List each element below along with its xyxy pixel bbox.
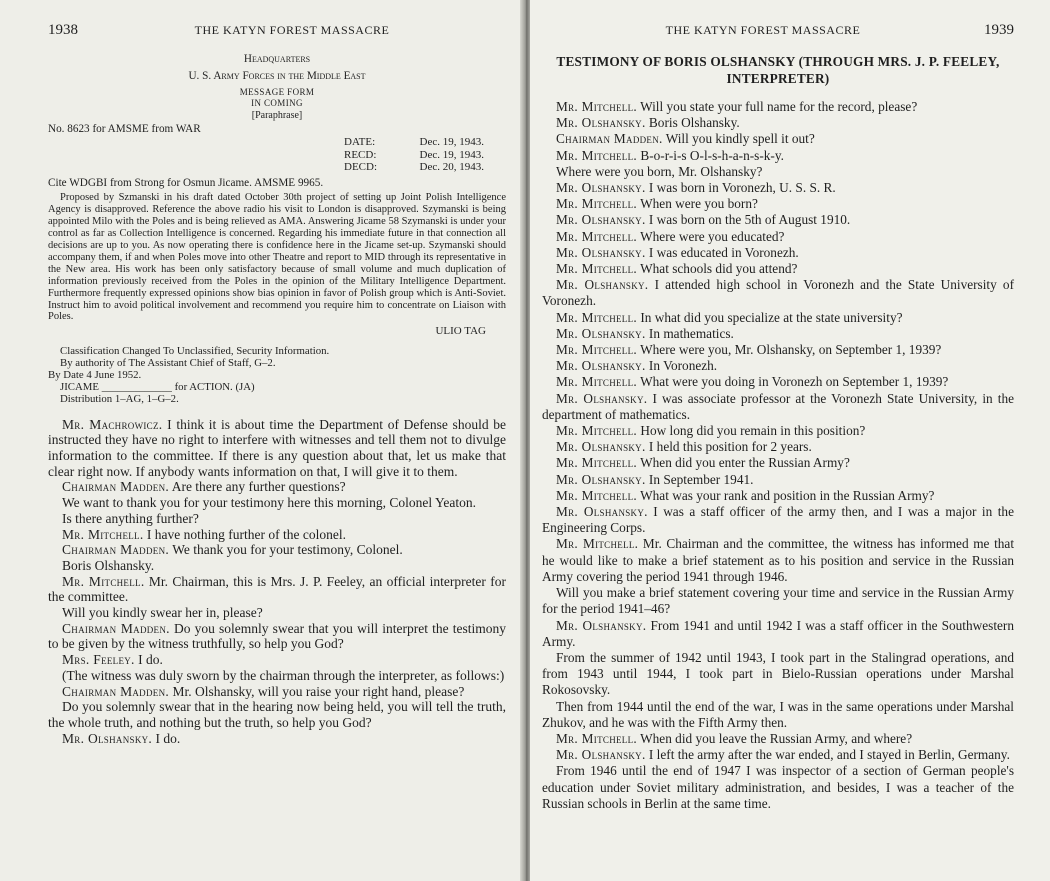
- message-body: Proposed by Szmanski in his draft dated October 30th project of setting up Joint Polish Intelligence Agency is disapproved. Reference the above radio his visit to London is disapproved. Szymanski is being appointed Milo with the Poles and is being relieved as AMA. Answering Jicame 58 Szymanski is under your control as far as Collection Intelligence is concerned. Regarding his immediate future in that connection all decisions are up to you. As now operating there is confidence here in the Jicame set-up. Szymanski should accompany them, if and when Poles move into other Theatre and report to MID through its representative in the New area. His work has been only satisfactory because of small volume and much duplication of information previously received from the Poles in the opinion of the Military Intelligence Department. Furthermore frequently expressed opinions show bias opinion in favor of Polish group which is Anti-Soviet. Instruct him to avoid political involvement and recommend you require him to concentrate on Liaison with Poles.: [48, 192, 506, 323]
- classification-line: Classification Changed To Unclassified, Security Information.: [60, 344, 330, 357]
- testimony-paragraph: Is there anything further?: [62, 510, 199, 526]
- running-head-right: [542, 22, 1014, 39]
- message-form: [48, 53, 506, 405]
- testimony-paragraph: Mr. Olshansky. I left the army after the war ended, and I stayed in Berlin, Germany.: [556, 747, 1010, 763]
- testimony-paragraph: Do you solemnly swear that in the hearing now being held, you will tell the truth, the whole truth, and nothing but the truth, so help you God?: [48, 699, 506, 730]
- message-command: U. S. Army Forces in the Middle East: [188, 70, 366, 83]
- testimony-paragraph: Mr. Mitchell. Will you state your full name for the record, please?: [556, 99, 918, 114]
- testimony-paragraph: Chairman Madden. We thank you for your testimony, Colonel.: [62, 542, 403, 558]
- testimony-paragraph: Mr. Mitchell. When did you enter the Russian Army?: [556, 455, 850, 471]
- message-tag: ULIO TAG: [435, 325, 486, 338]
- testimony-paragraph: Mr. Mitchell. What were you doing in Voronezh on September 1, 1939?: [556, 374, 949, 390]
- testimony-paragraph: Mr. Olshansky. Boris Olshansky.: [556, 115, 740, 131]
- testimony-paragraph: Mr. Olshansky. I do.: [62, 730, 181, 746]
- testimony-paragraph: Mr. Mitchell. What schools did you attend?: [556, 261, 798, 277]
- testimony-paragraph: Mr. Mitchell. When did you leave the Russian Army, and where?: [556, 730, 913, 746]
- running-head-left: [48, 22, 506, 39]
- message-form-title: MESSAGE FORM: [239, 87, 315, 98]
- classification-line: By authority of The Assistant Chief of Staff, G–2.: [60, 356, 276, 369]
- testimony-paragraph: Mr. Olshansky. In Voronezh.: [556, 358, 718, 374]
- classification-block: [48, 344, 506, 405]
- testimony-heading: TESTIMONY OF BORIS OLSHANSKY (THROUGH MRS. J. P. FEELEY, INTERPRETER): [556, 54, 1000, 86]
- testimony-paragraph: Mr. Olshansky. In mathematics.: [556, 325, 734, 341]
- testimony-paragraph: Boris Olshansky.: [62, 557, 155, 573]
- message-cite: Cite WDGBI from Strong for Osmun Jicame. AMSME 9965.: [48, 177, 324, 190]
- testimony-paragraph: Mr. Olshansky. I was born in Voronezh, U. S. S. R.: [556, 180, 836, 196]
- testimony-paragraph: Mr. Olshansky. I attended high school in Voronezh and the State University of Voronezh.: [542, 277, 1014, 309]
- left-page: [0, 0, 524, 881]
- testimony-paragraph: From the summer of 1942 until 1943, I took part in the Stalingrad operations, and from 1943 until 1944, I took part in Bielo-Russian operations under Marshal Rokosovsky.: [542, 649, 1014, 698]
- testimony-paragraph: Where were you born, Mr. Olshansky?: [556, 163, 763, 179]
- classification-line: By Date 4 June 1952.: [48, 368, 142, 381]
- testimony-paragraph: Mr. Mitchell. How long did you remain in this position?: [556, 423, 866, 439]
- classification-line: Distribution 1–AG, 1–G–2.: [60, 392, 179, 405]
- testimony-paragraph: Mr. Mitchell. When were you born?: [556, 196, 758, 212]
- testimony-paragraph: Mr. Olshansky. I was educated in Voronezh.: [556, 244, 799, 260]
- testimony-right: [542, 99, 1014, 812]
- testimony-paragraph: Mrs. Feeley. I do.: [62, 652, 163, 668]
- testimony-paragraph: Mr. Mitchell. In what did you specialize at the state university?: [556, 309, 903, 325]
- testimony-paragraph: Mr. Olshansky. From 1941 and until 1942 I was a staff officer in the Southwestern Army.: [542, 617, 1015, 649]
- message-paraphrase: [Paraphrase]: [251, 110, 303, 122]
- testimony-paragraph: Will you make a brief statement covering your time and service in the Russian Army for the period 1941–46?: [542, 585, 1014, 617]
- message-headquarters: Headquarters: [243, 53, 311, 65]
- testimony-paragraph: Chairman Madden. Are there any further questions?: [62, 479, 346, 495]
- testimony-left: [48, 417, 506, 747]
- testimony-paragraph: Mr. Olshansky. In September 1941.: [556, 471, 754, 487]
- testimony-paragraph: Mr. Mitchell. I have nothing further of the colonel.: [62, 526, 346, 542]
- testimony-paragraph: Chairman Madden. Will you kindly spell it out?: [556, 131, 815, 147]
- testimony-paragraph: From 1946 until the end of 1947 I was inspector of a section of German people's education under Soviet military administration, and besides, I was a teacher of the Russian schools in Berlin at the same time.: [542, 763, 1014, 811]
- message-form-subtitle: IN COMING: [251, 98, 303, 109]
- testimony-paragraph: Mr. Machrowicz. I think it is about time the Department of Defense should be instructed they have no right to interfere with witnesses and tell them not to divulge information to the committee. If there is any question about that, let us make that clear right now. If anybody wants information on that, I will give it to them.: [48, 416, 507, 479]
- testimony-paragraph: Mr. Mitchell. Mr. Chairman and the committee, the witness has informed me that he would like to make a brief statement as to his position and service in the Russian Army covering the period 1941 through 1946.: [542, 536, 1015, 584]
- page-number: 1938: [48, 22, 78, 38]
- testimony-paragraph: Mr. Mitchell. Mr. Chairman, this is Mrs. J. P. Feeley, an official interpreter for the committee.: [48, 573, 506, 605]
- testimony-paragraph: We want to thank you for your testimony here this morning, Colonel Yeaton.: [62, 495, 476, 511]
- testimony-paragraph: Mr. Olshansky. I held this position for 2 years.: [556, 439, 812, 455]
- message-number: No. 8623 for AMSME from WAR: [48, 122, 201, 135]
- testimony-paragraph: (The witness was duly sworn by the chairman through the interpreter, as follows:): [62, 667, 505, 683]
- testimony-paragraph: Mr. Mitchell. B-o-r-i-s O-l-s-h-a-n-s-k-y.: [556, 147, 784, 163]
- testimony-paragraph: Mr. Olshansky. I was a staff officer of the army then, and I was a major in the Engineering Corps.: [542, 504, 1014, 536]
- date-row: DATE: Dec. 19, 1943.: [344, 135, 484, 148]
- right-page: [530, 0, 1050, 881]
- running-title: THE KATYN FOREST MASSACRE: [194, 23, 390, 37]
- date-row: RECD: Dec. 19, 1943.: [344, 148, 484, 161]
- testimony-paragraph: Mr. Mitchell. Where were you educated?: [556, 228, 785, 244]
- running-title: THE KATYN FOREST MASSACRE: [665, 23, 861, 37]
- testimony-paragraph: Mr. Mitchell. What was your rank and position in the Russian Army?: [556, 487, 935, 503]
- testimony-paragraph: Chairman Madden. Mr. Olshansky, will you raise your right hand, please?: [62, 683, 465, 699]
- testimony-paragraph: Will you kindly swear her in, please?: [62, 605, 263, 621]
- testimony-paragraph: Mr. Mitchell. Where were you, Mr. Olshansky, on September 1, 1939?: [556, 342, 942, 358]
- message-dates: [344, 136, 484, 174]
- testimony-paragraph: Mr. Olshansky. I was associate professor at the Voronezh State University, in the department of mathematics.: [542, 390, 1014, 422]
- date-row: DECD: Dec. 20, 1943.: [344, 161, 484, 174]
- testimony-paragraph: Chairman Madden. Do you solemnly swear that you will interpret the testimony to be given by the witness truthfully, so help you God?: [48, 620, 506, 652]
- testimony-paragraph: Then from 1944 until the end of the war, I was in the same operations under Marshal Zhukov, and he was with the Fifth Army then.: [542, 698, 1014, 730]
- classification-line: JICAME _____________ for ACTION. (JA): [60, 380, 255, 393]
- testimony-paragraph: Mr. Olshansky. I was born on the 5th of August 1910.: [556, 212, 851, 228]
- page-number: 1939: [984, 22, 1014, 38]
